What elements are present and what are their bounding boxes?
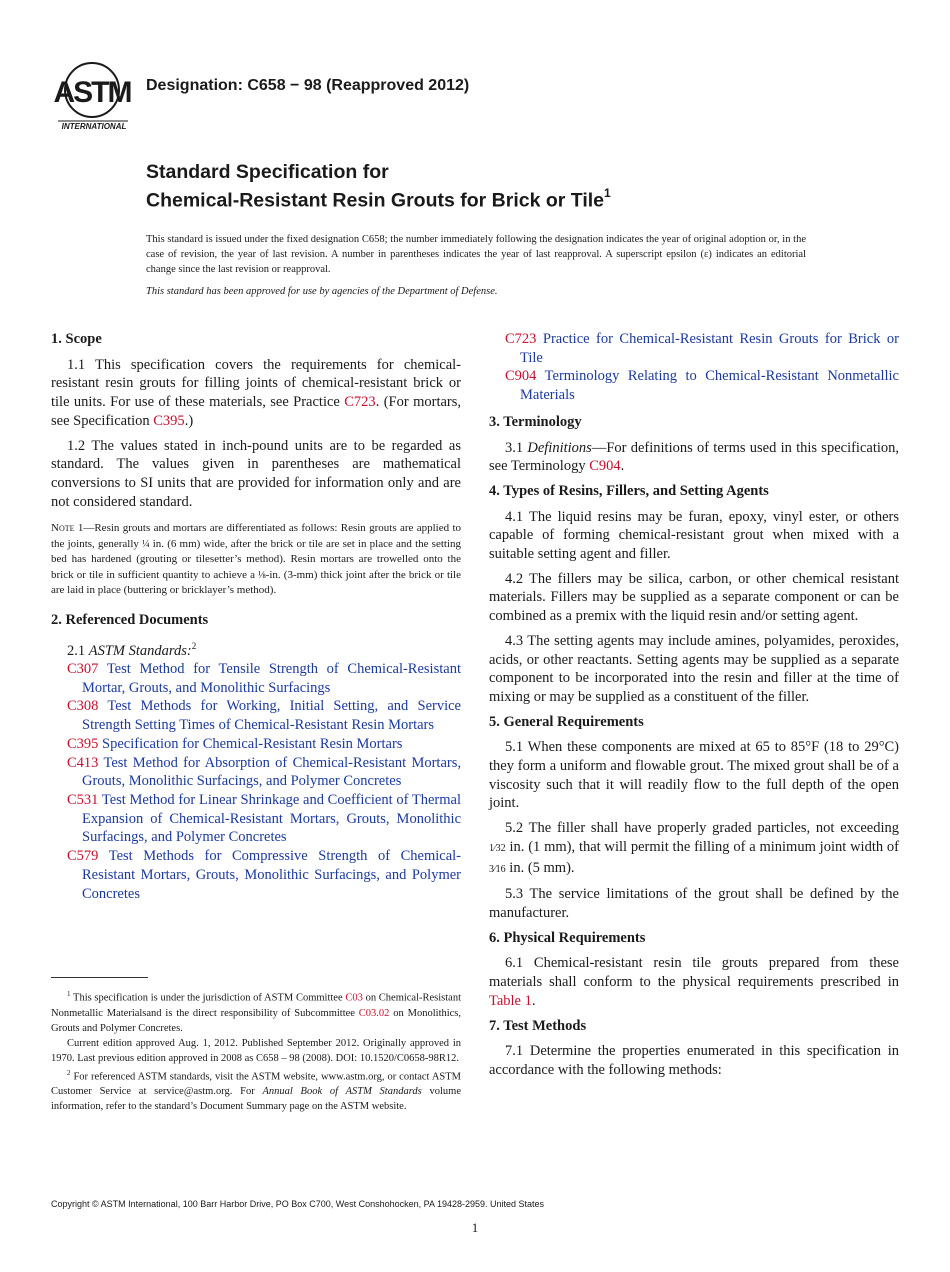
general-paragraph-2: [489, 819, 899, 879]
designation: Designation: C658 − 98 (Reapproved 2012): [146, 77, 470, 94]
ref-title[interactable]: Test Method for Linear Shrinkage and Coefficient of Thermal Expansion of Chemical-Resistant Mortars, Grouts, Monolithic Surfacings, and Polymer Concretes: [82, 791, 461, 846]
terminology-heading: 3. Terminology: [489, 413, 582, 430]
physical-heading: 6. Physical Requirements: [489, 929, 646, 946]
ref-item[interactable]: [51, 697, 461, 734]
physical-end: .: [531, 992, 536, 1009]
document-title: [146, 161, 846, 213]
fn1-text-a: This specification is under the jurisdiction of ASTM Committee: [73, 992, 343, 1004]
astm-standards-intro: [51, 637, 461, 661]
link-c904[interactable]: C904: [589, 458, 621, 475]
general-fraction-1: 1⁄32: [489, 842, 506, 854]
ref-item[interactable]: [51, 754, 461, 791]
terminology-label: Definitions: [527, 439, 592, 456]
test-methods-paragraph: 7.1 Determine the properties enumerated in this specification in accordance with the following methods:: [489, 1043, 899, 1078]
terminology-text: —For definitions of terms used in this specification, see Terminology: [489, 439, 900, 475]
ref-code[interactable]: C531: [67, 791, 99, 808]
ref-title[interactable]: Test Methods for Compressive Strength of Chemical-Resistant Mortars, Grouts, Monolithic Surfacings, and Polymer Concretes: [82, 848, 461, 902]
types-heading: 4. Types of Resins, Fillers, and Setting Agents: [489, 482, 769, 499]
general-p2-b: in. (1 mm), that will permit the filling of a minimum joint width of: [509, 838, 900, 855]
ref-code[interactable]: C904: [505, 368, 537, 385]
note-fraction-1: ¼: [142, 538, 150, 550]
general-p2-a: 5.2 The filler shall have properly graded particles, not exceeding: [505, 820, 899, 837]
ref-title[interactable]: Practice for Chemical-Resistant Resin Grouts for Brick or Tile: [520, 331, 900, 366]
scope-p1-end: .): [184, 412, 194, 429]
footnote-1: [51, 987, 461, 1036]
link-c723[interactable]: C723: [344, 394, 376, 411]
fn2-italic: Annual Book of ASTM Standards: [262, 1086, 422, 1097]
ref-code[interactable]: C307: [67, 661, 99, 678]
terminology-num: 3.1: [505, 439, 524, 456]
fn1-text-c: on Monolithics, Grouts and Polymer Concretes.: [51, 1007, 462, 1034]
footnote-1-mark: 1: [67, 990, 71, 998]
scope-p1-mid: . (For mortars, see Specification: [51, 394, 462, 429]
ref-code[interactable]: C308: [67, 698, 99, 715]
general-fraction-2: 3⁄16: [489, 863, 506, 875]
note-text-a: —Resin grouts and mortars are differentiated as follows: Resin grouts are applied to the joints, generally: [51, 522, 462, 550]
logo-subtext: INTERNATIONAL: [61, 122, 127, 131]
fn2-text-b: volume information, refer to the standard’s Document Summary page on the ASTM website.: [51, 1086, 462, 1112]
astm-logo-mark: [54, 58, 136, 132]
logo-text: ASTM: [54, 76, 131, 109]
general-heading: 5. General Requirements: [489, 713, 644, 730]
link-table-1[interactable]: Table 1: [489, 992, 532, 1009]
note-text-b: in. (6 mm) wide, after the brick or tile are set in place and the setting bed has hardened (grouting or tilesetter’s method). Resin mortars are trowelled onto the brick or tile in sufficient quantity to achieve a: [51, 537, 462, 581]
ref-code[interactable]: C395: [67, 735, 99, 752]
intro-footnote-mark[interactable]: 2: [191, 640, 197, 651]
types-paragraph-1: 4.1 The liquid resins may be furan, epoxy, vinyl ester, or others capable of forming chemical-resistant grout when mixed with a suitable setting agent and filler.: [489, 508, 899, 563]
ref-item[interactable]: [489, 367, 899, 404]
link-c03-02[interactable]: C03.02: [358, 1007, 390, 1019]
ref-item[interactable]: [51, 660, 461, 697]
title-line-2: Chemical-Resistant Resin Grouts for Brick or Tile: [146, 189, 605, 212]
types-paragraph-2: 4.2 The fillers may be silica, carbon, or other chemical resistant materials. Fillers may be supplied as a separate component or can be combined as a premix with the liquid resin and/or setting agent.: [489, 570, 899, 625]
ref-item[interactable]: [51, 791, 461, 847]
footnote-2: [51, 1066, 461, 1115]
terminology-paragraph: [489, 439, 899, 476]
link-c395[interactable]: C395: [153, 412, 185, 429]
note-1: [51, 521, 461, 599]
link-c03[interactable]: C03: [345, 992, 363, 1004]
ref-item[interactable]: [51, 735, 461, 754]
left-column: [51, 330, 461, 903]
footnote-divider: [51, 977, 148, 978]
ref-title[interactable]: Test Method for Tensile Strength of Chemical-Resistant Mortar, Grouts, and Monolithic Surfacings: [82, 661, 461, 696]
footnote-2-mark: 2: [67, 1068, 71, 1077]
note-label: Note 1: [51, 522, 84, 535]
scope-heading: 1. Scope: [51, 331, 102, 347]
intro-num: 2.1: [67, 642, 86, 659]
right-column: [489, 330, 899, 1086]
test-methods-heading: 7. Test Methods: [489, 1017, 587, 1034]
ref-item[interactable]: [51, 847, 461, 903]
ref-item[interactable]: [489, 330, 899, 367]
ref-title[interactable]: Test Methods for Working, Initial Setting, and Service Strength Setting Times of Chemical-Resistant Resin Mortars: [82, 698, 461, 734]
intro-label: ASTM Standards:: [88, 642, 192, 659]
ref-title[interactable]: Test Method for Absorption of Chemical-Resistant Mortars, Grouts, Monolithic Surfacings, and Polymer Concretes: [82, 754, 461, 790]
scope-paragraph-2: 1.2 The values stated in inch-pound units are to be regarded as standard. The values given in parentheses are mathematical conversions to SI units that are provided for information only and are not considered standard.: [51, 437, 461, 510]
title-line-1: Standard Specification for: [146, 161, 389, 183]
note-text-c: -in. (3-mm) thick joint after the brick or tile are laid in place (buttering or bricklayer’s method).: [51, 568, 461, 597]
ref-code[interactable]: C723: [505, 331, 537, 347]
ref-code[interactable]: C413: [67, 754, 99, 771]
ref-code[interactable]: C579: [67, 848, 99, 865]
fn1-text-b: on Chemical-Resistant Nonmetallic Materialsand is the direct responsibility of Subcommittee: [51, 992, 462, 1019]
types-paragraph-3: 4.3 The setting agents may include amines, polyamides, peroxides, acids, or other reactants. Setting agents may be supplied as a separate component to be incorporated into the resin and filler at the time of mixing or may be supplied as a constituent of the filler.: [489, 632, 899, 705]
title-footnote-mark[interactable]: 1: [604, 186, 611, 200]
astm-logo: [54, 58, 136, 132]
general-paragraph-3: 5.3 The service limitations of the grout shall be defined by the manufacturer.: [489, 886, 899, 921]
terminology-end: .: [620, 458, 625, 475]
ref-title[interactable]: Terminology Relating to Chemical-Resistant Nonmetallic Materials: [520, 368, 899, 404]
general-paragraph-1: 5.1 When these components are mixed at 65 to 85°F (18 to 29°C) they form a uniform and flowable grout. The mixed grout shall be of a viscosity such that it will readily flow to the full depth of the open joint.: [489, 739, 899, 812]
footnote-1-edition: Current edition approved Aug. 1, 2012. Published September 2012. Originally approved in 1970. Last previous edition approved in 2008 as C658 – 98 (2008). DOI: 10.1520/C0658-98R12.: [51, 1037, 461, 1064]
footnotes: [51, 987, 461, 1114]
copyright: Copyright © ASTM International, 100 Barr Harbor Drive, PO Box C700, West Conshohocken, PA 19428-2959. United States: [51, 1199, 545, 1209]
scope-p1-text: 1.1 This specification covers the requirements for chemical-resistant resin grouts for filling joints of chemical-resistant brick or tile units. For use of these materials, see Practice: [51, 356, 461, 411]
physical-paragraph: [489, 954, 899, 1010]
note-fraction-2: ⅛: [258, 569, 266, 581]
referenced-docs-heading: 2. Referenced Documents: [51, 611, 209, 628]
ref-title[interactable]: Specification for Chemical-Resistant Resin Mortars: [102, 735, 403, 752]
general-p2-c: in. (5 mm).: [509, 859, 575, 876]
physical-text: 6.1 Chemical-resistant resin tile grouts prepared from these materials shall conform to the physical requirements prescribed in: [489, 955, 899, 991]
dod-approval: This standard has been approved for use by agencies of the Department of Defense.: [146, 286, 498, 297]
scope-paragraph-1: [51, 356, 461, 431]
issuance-statement: This standard is issued under the fixed designation C658; the number immediately following the designation indicates the year of original adoption or, in the case of revision, the year of last revision. A number in parentheses indicates the year of last reapproval. A superscript epsilon (ε) indicates an editorial change since the last revision or reapproval.: [146, 234, 806, 275]
fn2-text-a: For referenced ASTM standards, visit the ASTM website, www.astm.org, or contact ASTM Customer Service at service@astm.org. For: [51, 1071, 462, 1097]
page-number: 1: [471, 1220, 479, 1235]
